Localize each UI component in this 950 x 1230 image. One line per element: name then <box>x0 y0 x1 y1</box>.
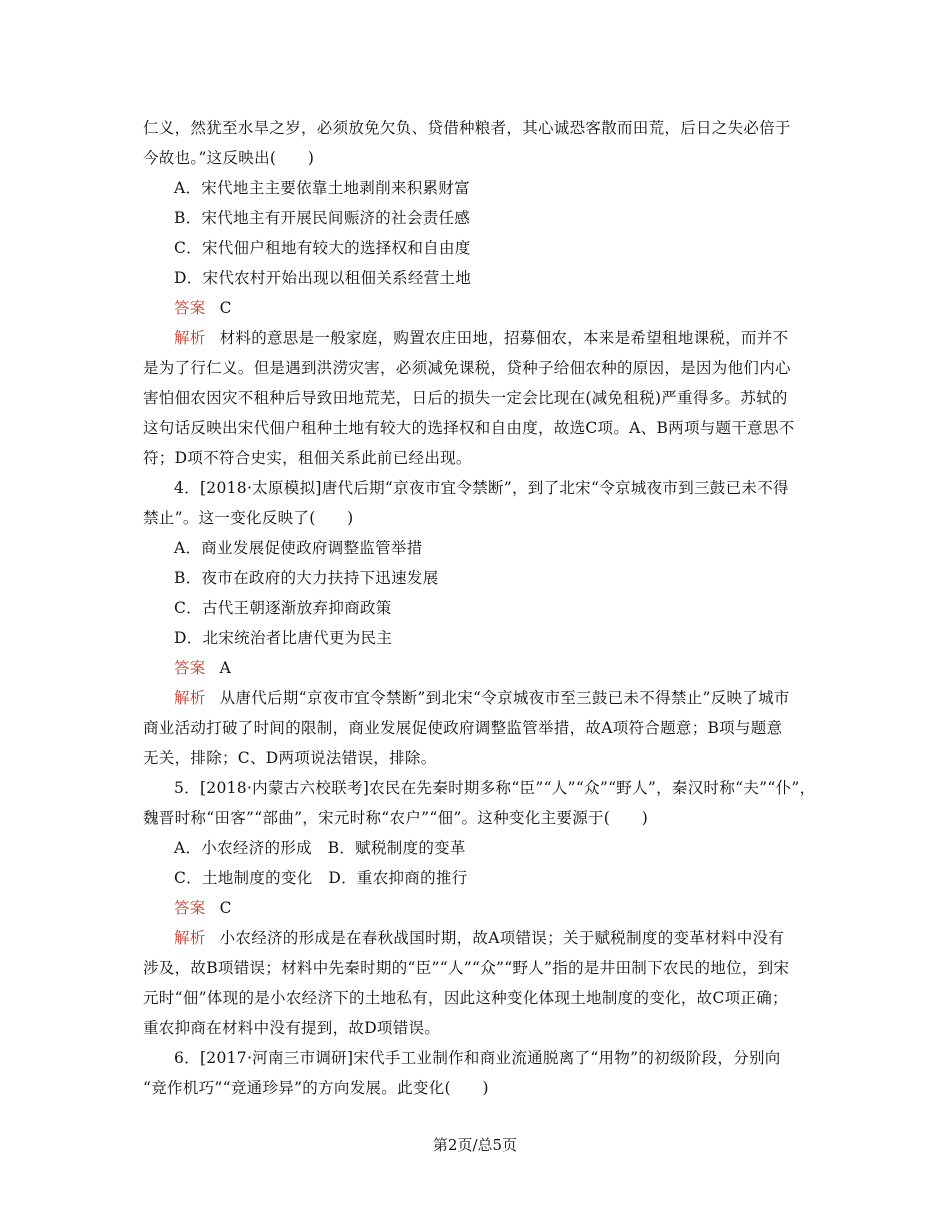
option-ab: A．小农经济的形成 B．赋税制度的变革 <box>174 839 466 857</box>
text-line: 涉及，故B项错误；材料中先秦时期的“臣”“人”“众”“野人”指的是井田制下农民的地位，到宋 <box>143 959 790 977</box>
option-d: D．北宋统治者比唐代更为民主 <box>174 629 393 647</box>
text-line: 无关，排除；C、D两项说法错误，排除。 <box>143 749 437 767</box>
text-line: 禁止”。这一变化反映了( ) <box>143 509 354 527</box>
analysis-line <box>174 328 810 348</box>
answer-label: 答案 <box>174 659 206 677</box>
question-6: 6．[2017·河南三市调研]宋代手工业制作和商业流通脱离了“用物”的初级阶段，分别向 <box>174 1049 781 1067</box>
analysis-text: 小农经济的形成是在春秋战国时期，故A项错误；关于赋税制度的变革材料中没有 <box>219 929 785 947</box>
option-cd: C．土地制度的变化 D．重农抑商的推行 <box>174 869 468 887</box>
analysis-label: 解析 <box>174 929 206 947</box>
analysis-label: 解析 <box>174 329 206 347</box>
text-line: 是为了行仁义。但是遇到洪涝灾害，必须减免课税，贷种子给佃农种的原因，是因为他们内心 <box>143 359 791 377</box>
option-a: A．宋代地主主要依靠土地剥削来积累财富 <box>174 179 470 197</box>
option-c: C．古代王朝逐渐放弃抑商政策 <box>174 599 392 617</box>
text-line: 元时“佃”体现的是小农经济下的土地私有，因此这种变化体现土地制度的变化，故C项正确； <box>143 989 788 1007</box>
text-line: 这句话反映出宋代佃户租种土地有较大的选择权和自由度，故选C项。A、B两项与题干意思不 <box>143 419 795 437</box>
question-5: 5．[2018·内蒙古六校联考]农民在先秦时期多称“臣”“人”“众”“野人”，秦汉时称“夫”“仆”， <box>174 779 816 797</box>
analysis-line <box>174 688 810 708</box>
analysis-line <box>174 928 810 948</box>
text-line: 仁义，然犹至水旱之岁，必须放免欠负、贷借种粮者，其心诚恐客散而田荒，后日之失必倍于 <box>143 119 791 137</box>
analysis-text: 从唐代后期“京夜市宜令禁断”到北宋“令京城夜市至三鼓已未不得禁止”反映了城市 <box>219 689 790 707</box>
answer-label: 答案 <box>174 899 206 917</box>
text-line: 符；D项不符合史实，租佃关系此前已经出现。 <box>143 449 472 467</box>
option-a: A．商业发展促使政府调整监管举措 <box>174 539 423 557</box>
option-b: B．宋代地主有开展民间赈济的社会责任感 <box>174 209 471 227</box>
text-line: 商业活动打破了时间的限制，商业发展促使政府调整监管举措，故A项符合题意；B项与题意 <box>143 719 783 737</box>
option-b: B．夜市在政府的大力扶持下迅速发展 <box>174 569 439 587</box>
page-footer: 第2页/总5页 <box>432 1136 518 1154</box>
text-line: 重农抑商在材料中没有提到，故D项错误。 <box>143 1019 441 1037</box>
answer-value: C <box>219 299 232 317</box>
analysis-label: 解析 <box>174 689 206 707</box>
answer-line <box>174 898 810 918</box>
question-4: 4．[2018·太原模拟]唐代后期“京夜市宜令禁断”，到了北宋“令京城夜市到三鼓已未不得 <box>174 479 789 497</box>
answer-line <box>174 658 810 678</box>
answer-label: 答案 <box>174 299 206 317</box>
text-line: 今故也。”这反映出( ) <box>143 149 315 167</box>
option-c: C．宋代佃户租地有较大的选择权和自由度 <box>174 239 471 257</box>
text-line: 魏晋时称“田客”“部曲”，宋元时称“农户”“佃”。这种变化主要源于( ) <box>143 809 649 827</box>
answer-line <box>174 298 810 318</box>
option-d: D．宋代农村开始出现以租佃关系经营土地 <box>174 269 472 287</box>
answer-value: A <box>219 659 232 677</box>
answer-value: C <box>219 899 232 917</box>
text-line: 害怕佃农因灾不租种后导致田地荒芜，日后的损失一定会比现在(减免租税)严重得多。苏轼的 <box>143 389 788 407</box>
analysis-text: 材料的意思是一般家庭，购置农庄田地，招募佃农，本来是希望租地课税，而并不 <box>219 329 789 347</box>
text-line: “竞作机巧”“竞通珍异”的方向发展。此变化( ) <box>143 1079 489 1097</box>
